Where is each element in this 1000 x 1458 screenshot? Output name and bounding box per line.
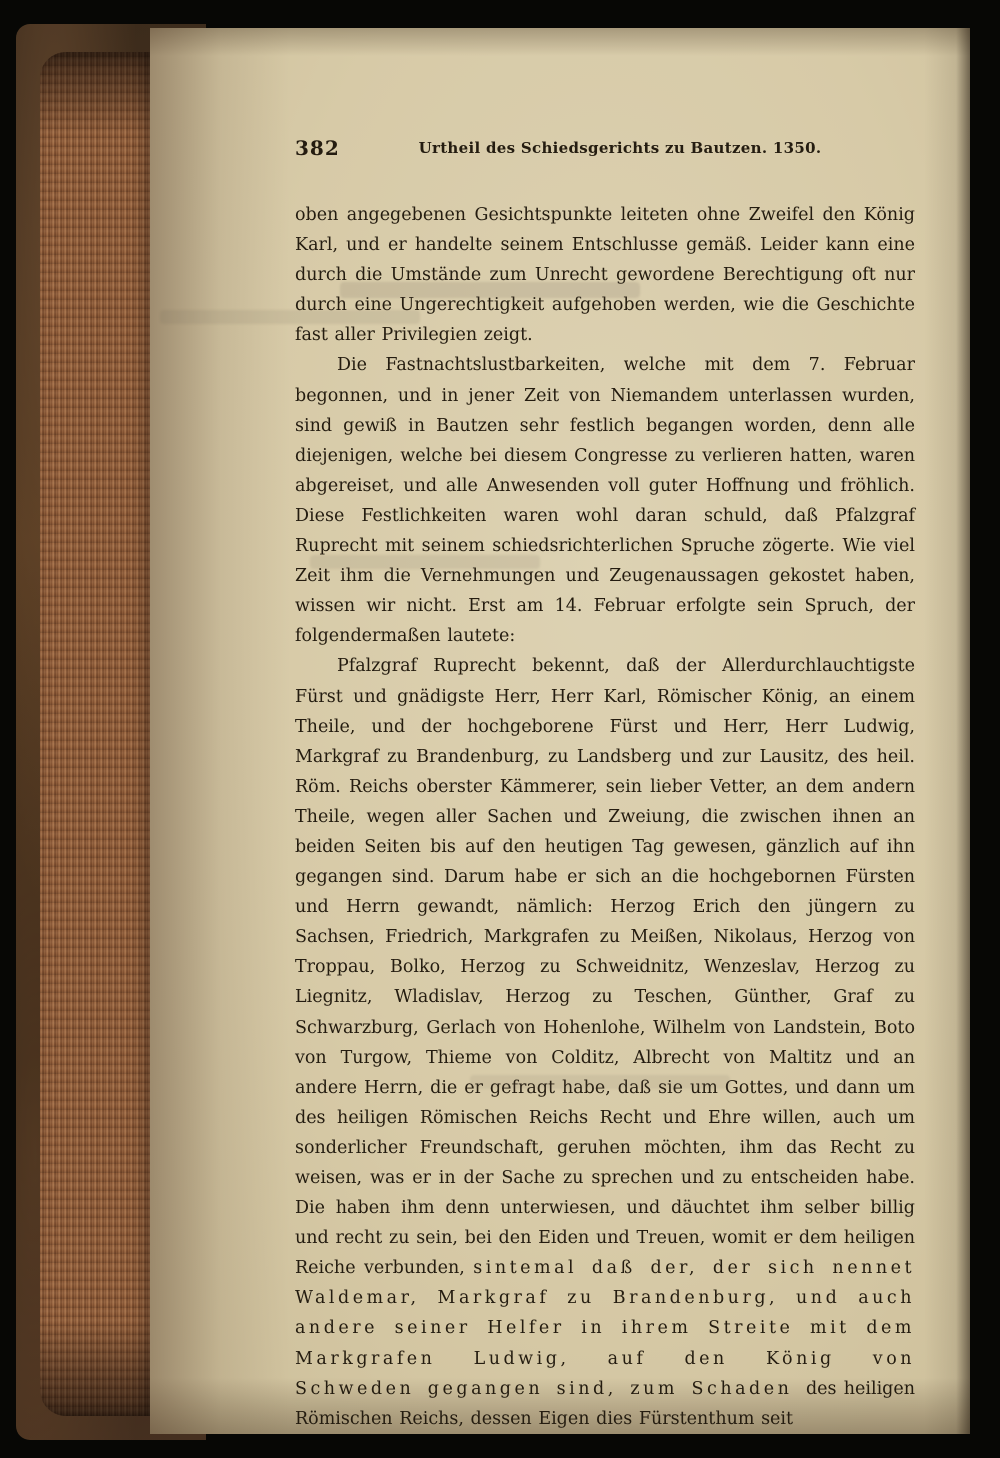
paragraph-text: des heiligen Römischen Reichs, dessen Eigen dies Fürstenthum seit [295, 1378, 916, 1429]
paragraph: Die Fastnachtslustbarkeiten, welche mit dem 7. Februar begonnen, und in jener Zeit von Niemandem unterlassen wurden, sind gewiß in Bautzen sehr festlich begangen worden, denn alle diejenigen, welche bei diesem Congresse zu verlieren hatten, waren abgereiset, und alle Anwesenden voll guter Hoffnung und fröhlich. Diese Festlichkeiten waren wohl daran schuld, daß Pfalzgraf Ruprecht mit seinem schiedsrichterlichen Spruche zögerte. Wie viel Zeit ihm die Vernehmungen und Zeugenaussagen gekostet haben, wissen wir nicht. Erst am 14. Februar erfolgte sein Spruch, der folgendermaßen lautete: [295, 355, 915, 647]
page-fore-edge [40, 52, 158, 1416]
emphasized-text: sintemal daß der, der sich nennet Waldemar, Markgraf zu Brandenburg, und auch andere seiner Helfer in ihrem Streite mit dem Markgrafen Ludwig, auf den König von Schweden gegangen sind, zum Schaden [295, 1258, 915, 1399]
page-header [295, 136, 915, 160]
running-header: Urtheil des Schiedsgerichts zu Bautzen. 1350. [418, 139, 822, 157]
paragraph [295, 651, 915, 1433]
page-body [295, 200, 915, 1434]
paragraph-text: Pfalzgraf Ruprecht bekennt, daß der Allerdurchlauchtigste Fürst und gnädigste Herr, Herr Karl, Römischer König, an einem Theile, und der hochgeborene Fürst und Herr, Herr Ludwig, Markgraf zu Brandenburg, zu Landsberg und zur Lausitz, des heil. Röm. Reichs oberster Kämmerer, sein lieber Vetter, an dem andern Theile, wegen aller Sachen und Zweiung, die zwischen ihnen an beiden Seiten bis auf den heutigen Tag gewesen, gänzlich auf ihn gegangen sind. Darum habe er sich an die hochgebornen Fürsten und Herrn gewandt, nämlich: Herzog Erich den jüngern zu Sachsen, Friedrich, Markgrafen zu Meißen, Nikolaus, Herzog von Troppau, Bolko, Herzog zu Schweidnitz, Wenzeslav, Herzog zu Liegnitz, Wladislav, Herzog zu Teschen, Günther, Graf zu Schwarzburg, Gerlach von Hohenlohe, Wilhelm von Landstein, Boto von Turgow, Thieme von Colditz, Albrecht von Maltitz und an andere Herrn, die er gefragt habe, daß sie um Gottes, und dann um des heiligen Römischen Reichs Recht und Ehre willen, auch um sonderlicher Freundschaft, geruhen möchten, ihm das Recht zu weisen, was er in der Sache zu sprechen und zu entscheiden habe. Die haben ihm denn unterwiesen, und däuchtet ihm selber billig und recht zu sein, bei den Eiden und Treuen, womit er dem heiligen Reiche verbunden, [295, 656, 915, 1279]
page-number: 382 [295, 136, 340, 160]
paragraph: oben angegebenen Gesichtspunkte leiteten ohne Zweifel den König Karl, und er handelte seinem Entschlusse gemäß. Leider kann eine durch die Umstände zum Unrecht gewordene Berechtigung oft nur durch eine Ungerechtigkeit aufgehoben werden, wie die Geschichte fast aller Privilegien zeigt. [295, 205, 915, 346]
book-page [150, 28, 970, 1434]
